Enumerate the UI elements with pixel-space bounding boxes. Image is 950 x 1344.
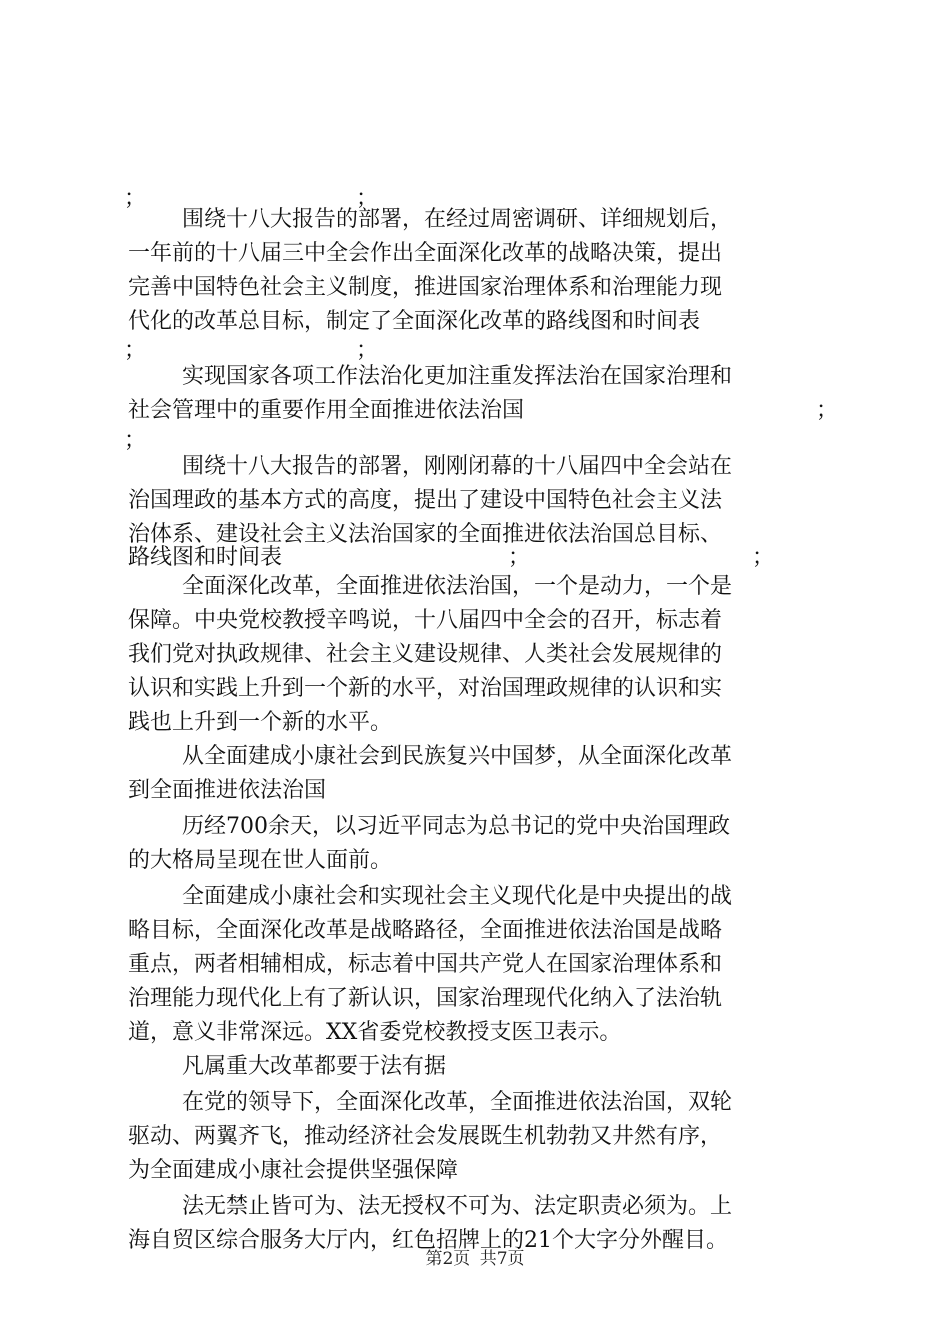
paragraph-line: 略目标，全面深化改革是战略路径，全面推进依法治国是战略 xyxy=(128,918,723,943)
paragraph-line: 在党的领导下，全面深化改革，全面推进依法治国，双轮 xyxy=(182,1090,733,1115)
separator: ； xyxy=(356,186,379,211)
separator: ； xyxy=(124,338,147,363)
paragraph-line: 完善中国特色社会主义制度，推进国家治理体系和治理能力现 xyxy=(128,275,723,300)
paragraph-line: 围绕十八大报告的部署，刚刚闭幕的十八届四中全会站在 xyxy=(182,454,733,479)
paragraph-line: 我们党对执政规律、社会主义建设规律、人类社会发展规律的 xyxy=(128,642,723,667)
paragraph-line: 历经700余天，以习近平同志为总书记的党中央治国理政 xyxy=(182,814,730,839)
paragraph-line: 从全面建成小康社会到民族复兴中国梦，从全面深化改革 xyxy=(182,744,733,769)
paragraph-line: 全面建成小康社会和实现社会主义现代化是中央提出的战 xyxy=(182,884,733,909)
separator: ； xyxy=(752,545,775,570)
paragraph-line: 治国理政的基本方式的高度，提出了建设中国特色社会主义法 xyxy=(128,488,723,513)
paragraph-line: 代化的改革总目标，制定了全面深化改革的路线图和时间表 xyxy=(128,309,701,334)
paragraph-line: 认识和实践上升到一个新的水平，对治国理政规律的认识和实 xyxy=(128,676,723,701)
paragraph-line: 全面深化改革，全面推进依法治国，一个是动力，一个是 xyxy=(182,574,733,599)
paragraph-line: 到全面推进依法治国 xyxy=(128,778,327,803)
paragraph-line: 治理能力现代化上有了新认识，国家治理现代化纳入了法治轨 xyxy=(128,986,723,1011)
paragraph-line: 为全面建成小康社会提供坚强保障 xyxy=(128,1158,459,1183)
separator: ； xyxy=(124,428,147,453)
paragraph-line: 的大格局呈现在世人面前。 xyxy=(128,848,393,873)
paragraph-line: 保障。中央党校教授辛鸣说，十八届四中全会的召开，标志着 xyxy=(128,608,723,633)
paragraph-line: 社会管理中的重要作用全面推进依法治国 xyxy=(128,398,525,423)
separator: ； xyxy=(356,338,379,363)
paragraph-line: 重点，两者相辅相成，标志着中国共产党人在国家治理体系和 xyxy=(128,952,723,977)
paragraph-line: 实现国家各项工作法治化更加注重发挥法治在国家治理和 xyxy=(182,364,733,389)
paragraph-line: 驱动、两翼齐飞，推动经济社会发展既生机勃勃又井然有序， xyxy=(128,1124,723,1149)
page-number: 第2页 xyxy=(425,1249,471,1269)
page-total: 共7页 xyxy=(479,1249,525,1269)
separator: ； xyxy=(124,186,147,211)
paragraph-line: 海自贸区综合服务大厅内，红色招牌上的21个大字分外醒目。 xyxy=(128,1228,728,1253)
paragraph-line: 一年前的十八届三中全会作出全面深化改革的战略决策，提出 xyxy=(128,241,723,266)
paragraph-line: 路线图和时间表 xyxy=(128,545,283,570)
paragraph-line: 凡属重大改革都要于法有据 xyxy=(182,1054,447,1079)
paragraph-line: 道，意义非常深远。XX省委党校教授支医卫表示。 xyxy=(128,1020,622,1045)
separator: ； xyxy=(508,545,531,570)
paragraph-line: 治体系、建设社会主义法治国家的全面推进依法治国总目标、 xyxy=(128,522,723,547)
page-footer xyxy=(0,1248,950,1270)
paragraph-line: 围绕十八大报告的部署，在经过周密调研、详细规划后， xyxy=(182,207,733,232)
separator: ； xyxy=(816,398,839,423)
paragraph-line: 践也上升到一个新的水平。 xyxy=(128,710,393,735)
paragraph-line: 法无禁止皆可为、法无授权不可为、法定职责必须为。上 xyxy=(182,1194,733,1219)
